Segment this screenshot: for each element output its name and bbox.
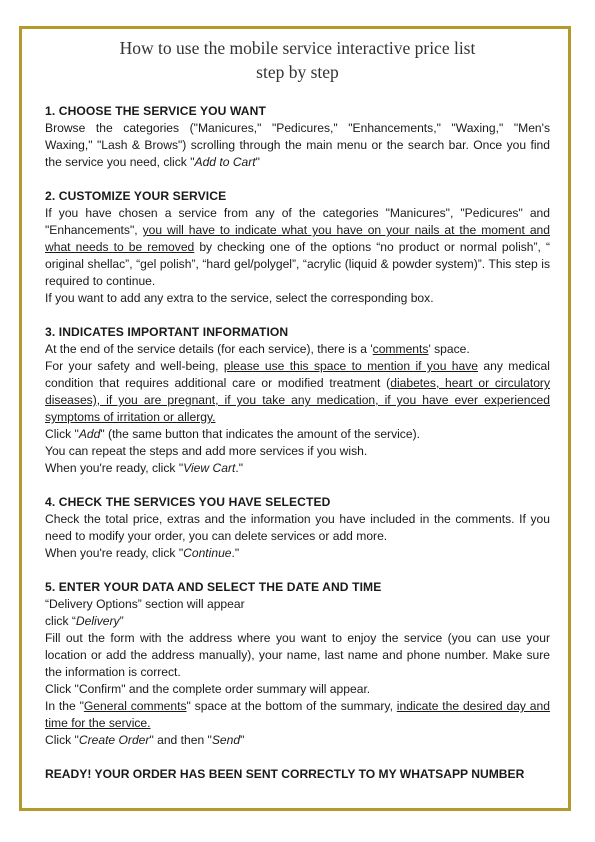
general-comments-label: General comments xyxy=(83,699,187,713)
text: When you're ready, click " xyxy=(45,461,184,475)
underlined-text: please use this space to mention if you have xyxy=(223,359,479,373)
step-2-heading: 2. CUSTOMIZE YOUR SERVICE xyxy=(45,189,227,203)
text: In the " xyxy=(45,699,84,713)
step-1-heading: 1. CHOOSE THE SERVICE YOU WANT xyxy=(45,104,266,118)
text: For your safety and well-being, xyxy=(45,359,224,373)
comments-label: comments xyxy=(372,342,429,356)
send-label: Send xyxy=(211,733,241,747)
step-3-view-cart xyxy=(45,460,550,477)
add-to-cart-label: Add to Cart xyxy=(194,155,256,169)
text: If you have chosen a service from any of the categories "Manicures", "Pedicures" and "Enhancements", xyxy=(45,206,550,237)
add-label: Add xyxy=(78,427,101,441)
continue-label: Continue xyxy=(183,546,232,560)
step-5-general-comments xyxy=(45,698,550,732)
step-5-delivery xyxy=(45,613,550,630)
step-4-text: Check the total price, extras and the information you have included in the comments. If you need to modify your order, you can delete services or add more. xyxy=(45,512,550,543)
text: " space at the bottom of the summary, xyxy=(186,699,397,713)
step-2-text xyxy=(45,205,550,290)
step-3 xyxy=(45,324,550,477)
step-5-form: Fill out the form with the address where you want to enjoy the service (you can use your location or add the address manually), your name, last name and phone number. Make sure the information is correct. xyxy=(45,631,550,679)
step-4 xyxy=(45,494,550,562)
step-5-delivery-options: “Delivery Options” section will appear xyxy=(45,597,245,611)
text: ” xyxy=(119,614,124,628)
step-3-safety xyxy=(45,358,550,426)
step-3-heading: 3. INDICATES IMPORTANT INFORMATION xyxy=(45,325,289,339)
text: ' space. xyxy=(428,342,470,356)
text: Click " xyxy=(45,733,79,747)
text: any medical condition that requires additional care or modified treatment ( xyxy=(45,359,550,390)
delivery-label: Delivery xyxy=(75,614,120,628)
text: " (the same button that indicates the amount of the service). xyxy=(100,427,420,441)
step-3-add xyxy=(45,426,550,443)
text: ." xyxy=(235,461,243,475)
step-5-create-order xyxy=(45,732,550,749)
page-title: How to use the mobile service interactive price list xyxy=(119,38,476,58)
step-5-confirm: Click "Confirm" and the complete order summary will appear. xyxy=(45,682,371,696)
underlined-text: you will have to indicate what you have on your nails at the moment and what needs to be removed xyxy=(45,223,550,254)
step-3-comments xyxy=(45,341,550,358)
step-1 xyxy=(45,103,550,171)
create-order-label: Create Order xyxy=(78,733,150,747)
instructions xyxy=(45,103,550,783)
view-cart-label: View Cart xyxy=(183,461,236,475)
step-1-text xyxy=(45,120,550,171)
text: Browse the categories ("Manicures," "Pedicures," "Enhancements," "Waxing," "Men's Waxing," "Lash & Brows") scrolling through the main menu or the search bar. Once you find the service you need, click " xyxy=(45,121,550,169)
final-message: READY! YOUR ORDER HAS BEEN SENT CORRECTLY TO MY WHATSAPP NUMBER xyxy=(45,767,525,781)
text: " xyxy=(240,733,245,747)
step-4-continue xyxy=(45,545,550,562)
text: click “ xyxy=(45,614,76,628)
text: When you're ready, click " xyxy=(45,546,184,560)
text: At the end of the service details (for each service), there is a ' xyxy=(45,342,373,356)
step-2-extra: If you want to add any extra to the service, select the corresponding box. xyxy=(45,291,434,305)
step-2 xyxy=(45,188,550,307)
text: " and then " xyxy=(149,733,212,747)
step-3-repeat: You can repeat the steps and add more services if you wish. xyxy=(45,444,368,458)
text: " xyxy=(255,155,260,169)
text: Click " xyxy=(45,427,79,441)
step-5-heading: 5. ENTER YOUR DATA AND SELECT THE DATE AND TIME xyxy=(45,580,382,594)
step-5 xyxy=(45,579,550,749)
step-4-heading: 4. CHECK THE SERVICES YOU HAVE SELECTED xyxy=(45,495,331,509)
underlined-text: diabetes, heart or circulatory diseases), if you are pregnant, if you take any medication, if you have ever experienced symptoms of irritation or allergy. xyxy=(45,376,550,424)
text: by checking one of the options “no product or normal polish”, “ original shellac”, “gel polish”, “hard gel/polygel”, “acrylic (liquid & powder system)”. This step is required to continue. xyxy=(45,240,550,288)
underlined-text: indicate the desired day and time for the service. xyxy=(45,699,550,730)
page-subtitle: step by step xyxy=(256,62,339,82)
text: ." xyxy=(231,546,240,560)
